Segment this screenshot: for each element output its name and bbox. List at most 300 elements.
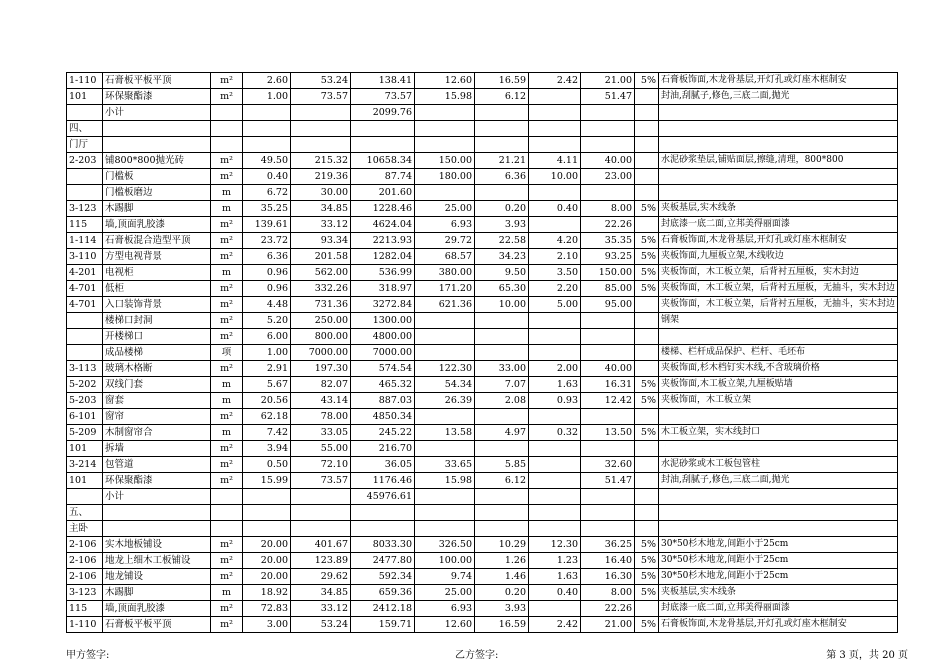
- cell-name: 窗帘: [103, 409, 211, 425]
- cell-total: [351, 121, 415, 137]
- cell-main-material: [415, 489, 475, 505]
- cell-name: 小计: [103, 489, 211, 505]
- cell-unit-price: 55.00: [291, 441, 351, 457]
- cell-total: 1176.46: [351, 473, 415, 489]
- cell-loss: 5%: [635, 281, 659, 297]
- cell-machinery: 1.63: [529, 569, 581, 585]
- cell-code: 4-701: [67, 281, 103, 297]
- cell-main-material: 33.65: [415, 457, 475, 473]
- table-row: [67, 585, 898, 601]
- cell-total: 2099.76: [351, 105, 415, 121]
- cell-code: 3-123: [67, 201, 103, 217]
- cell-labor: 16.40: [581, 553, 635, 569]
- table-row: [67, 233, 898, 249]
- cell-auxiliary-material: 21.21: [475, 153, 529, 169]
- cell-description: 水泥砂浆垫层,铺贴面层,擦缝,清理，800*800: [659, 153, 898, 169]
- cell-total: 73.57: [351, 89, 415, 105]
- cell-quantity: [243, 521, 291, 537]
- cell-auxiliary-material: 3.93: [475, 601, 529, 617]
- cell-main-material: [415, 121, 475, 137]
- cell-description: [659, 505, 898, 521]
- cell-labor: 12.42: [581, 393, 635, 409]
- cell-total: 10658.34: [351, 153, 415, 169]
- cell-auxiliary-material: 6.12: [475, 473, 529, 489]
- cell-unit-price: [291, 505, 351, 521]
- cell-auxiliary-material: 34.23: [475, 249, 529, 265]
- table-row: [67, 393, 898, 409]
- cell-main-material: 54.34: [415, 377, 475, 393]
- cell-name: 入口装饰背景: [103, 297, 211, 313]
- cell-machinery: 10.00: [529, 169, 581, 185]
- cell-name: 木踢脚: [103, 201, 211, 217]
- cell-name: 窗套: [103, 393, 211, 409]
- cell-unit-price: 731.36: [291, 297, 351, 313]
- cell-machinery: 2.00: [529, 361, 581, 377]
- table-row: [67, 521, 898, 537]
- cell-total: 1282.04: [351, 249, 415, 265]
- cell-main-material: 326.50: [415, 537, 475, 553]
- cell-unit: m²: [211, 457, 243, 473]
- cell-quantity: 35.25: [243, 201, 291, 217]
- cell-labor: 23.00: [581, 169, 635, 185]
- cell-description: 封底漆一底二面,立邦美得丽面漆: [659, 217, 898, 233]
- cell-quantity: 23.72: [243, 233, 291, 249]
- cell-name: 地龙上细木工板铺设: [103, 553, 211, 569]
- table-row: [67, 169, 898, 185]
- cell-labor: [581, 345, 635, 361]
- cell-quantity: 6.36: [243, 249, 291, 265]
- cell-unit: m: [211, 265, 243, 281]
- cell-machinery: [529, 441, 581, 457]
- cell-labor: 16.30: [581, 569, 635, 585]
- cell-total: 1228.46: [351, 201, 415, 217]
- cell-unit: [211, 105, 243, 121]
- cell-description: 夹板饰面，木工板立架，后背衬五厘板，无抽斗，实木封边: [659, 297, 898, 313]
- cell-auxiliary-material: 5.85: [475, 457, 529, 473]
- cell-total: [351, 505, 415, 521]
- cell-unit: m: [211, 585, 243, 601]
- cell-unit: [211, 137, 243, 153]
- cell-name: 铺800*800抛光砖: [103, 153, 211, 169]
- cell-auxiliary-material: 16.59: [475, 73, 529, 89]
- cell-name: 方型电视背景: [103, 249, 211, 265]
- cell-loss: [635, 313, 659, 329]
- cell-loss: 5%: [635, 537, 659, 553]
- cell-name: 石膏板平板平顶: [103, 73, 211, 89]
- cell-code: 五、: [67, 505, 103, 521]
- cell-unit: m: [211, 201, 243, 217]
- table-row: [67, 569, 898, 585]
- cell-name: 双线门套: [103, 377, 211, 393]
- cell-unit: m²: [211, 361, 243, 377]
- table-row: [67, 425, 898, 441]
- cell-code: 4-701: [67, 297, 103, 313]
- cell-name: 木制窗帘合: [103, 425, 211, 441]
- cell-quantity: 1.00: [243, 89, 291, 105]
- cell-code: 5-203: [67, 393, 103, 409]
- cell-unit-price: 197.30: [291, 361, 351, 377]
- cell-labor: [581, 137, 635, 153]
- cell-unit-price: 215.32: [291, 153, 351, 169]
- cell-unit-price: 73.57: [291, 89, 351, 105]
- cell-unit-price: 7000.00: [291, 345, 351, 361]
- cell-loss: [635, 105, 659, 121]
- cell-loss: 5%: [635, 425, 659, 441]
- cell-name: [103, 121, 211, 137]
- cell-auxiliary-material: 6.36: [475, 169, 529, 185]
- cell-machinery: [529, 313, 581, 329]
- cell-quantity: 0.96: [243, 265, 291, 281]
- cell-unit: m²: [211, 329, 243, 345]
- cell-main-material: 26.39: [415, 393, 475, 409]
- cell-total: 659.36: [351, 585, 415, 601]
- cell-loss: 5%: [635, 249, 659, 265]
- cell-labor: 22.26: [581, 601, 635, 617]
- cell-unit: m²: [211, 233, 243, 249]
- cell-machinery: 3.50: [529, 265, 581, 281]
- cell-unit: m²: [211, 409, 243, 425]
- cell-name: 石膏板混合造型平顶: [103, 233, 211, 249]
- cell-total: [351, 521, 415, 537]
- cell-unit-price: 78.00: [291, 409, 351, 425]
- cell-labor: 85.00: [581, 281, 635, 297]
- table-row: [67, 153, 898, 169]
- cell-labor: 21.00: [581, 617, 635, 633]
- cell-main-material: 13.58: [415, 425, 475, 441]
- cell-quantity: 7.42: [243, 425, 291, 441]
- cell-description: 夹板饰面,木工板立架,九厘板贴墙: [659, 377, 898, 393]
- cell-total: 216.70: [351, 441, 415, 457]
- cell-name: 低柜: [103, 281, 211, 297]
- cell-name: 墙,顶面乳胶漆: [103, 217, 211, 233]
- cell-auxiliary-material: 2.08: [475, 393, 529, 409]
- cell-quantity: 6.00: [243, 329, 291, 345]
- cell-unit: m: [211, 185, 243, 201]
- cell-main-material: [415, 185, 475, 201]
- table-row: [67, 617, 898, 633]
- cell-unit: m: [211, 377, 243, 393]
- cell-machinery: [529, 345, 581, 361]
- table-row: [67, 297, 898, 313]
- cell-main-material: [415, 441, 475, 457]
- cell-loss: [635, 217, 659, 233]
- cell-main-material: [415, 345, 475, 361]
- cell-unit: m²: [211, 297, 243, 313]
- cell-auxiliary-material: 0.20: [475, 201, 529, 217]
- cell-code: 3-214: [67, 457, 103, 473]
- cell-code: 3-113: [67, 361, 103, 377]
- cell-unit: 项: [211, 345, 243, 361]
- cell-loss: 5%: [635, 201, 659, 217]
- cell-auxiliary-material: 22.58: [475, 233, 529, 249]
- cell-total: 536.99: [351, 265, 415, 281]
- cell-labor: 93.25: [581, 249, 635, 265]
- cell-unit-price: 33.12: [291, 601, 351, 617]
- cell-name: 木踢脚: [103, 585, 211, 601]
- cell-quantity: 15.99: [243, 473, 291, 489]
- cell-name: 电视柜: [103, 265, 211, 281]
- cell-machinery: [529, 137, 581, 153]
- cell-quantity: 2.91: [243, 361, 291, 377]
- cell-main-material: 150.00: [415, 153, 475, 169]
- cell-unit-price: 72.10: [291, 457, 351, 473]
- cell-quantity: 18.92: [243, 585, 291, 601]
- table-row: [67, 473, 898, 489]
- cell-loss: [635, 457, 659, 473]
- cell-description: 夹板饰面,杉木档钉实木线,不含玻璃价格: [659, 361, 898, 377]
- cell-name: [103, 521, 211, 537]
- cell-name: 门槛板: [103, 169, 211, 185]
- cell-loss: [635, 601, 659, 617]
- table-row: [67, 313, 898, 329]
- cell-quantity: 20.56: [243, 393, 291, 409]
- table-row: [67, 377, 898, 393]
- cell-auxiliary-material: 1.46: [475, 569, 529, 585]
- cell-name: 开楼梯口: [103, 329, 211, 345]
- cell-auxiliary-material: [475, 329, 529, 345]
- cell-auxiliary-material: [475, 105, 529, 121]
- cell-code: 主卧: [67, 521, 103, 537]
- cell-unit: m²: [211, 249, 243, 265]
- cell-code: 5-202: [67, 377, 103, 393]
- cell-total: 45976.61: [351, 489, 415, 505]
- cell-auxiliary-material: [475, 521, 529, 537]
- cell-labor: 8.00: [581, 585, 635, 601]
- cell-name: 包管道: [103, 457, 211, 473]
- cell-total: 2412.18: [351, 601, 415, 617]
- cell-total: 592.34: [351, 569, 415, 585]
- cell-machinery: 2.20: [529, 281, 581, 297]
- cell-loss: [635, 121, 659, 137]
- table-row: [67, 265, 898, 281]
- cell-labor: 8.00: [581, 201, 635, 217]
- cell-auxiliary-material: 0.20: [475, 585, 529, 601]
- cell-description: [659, 169, 898, 185]
- cell-total: 1300.00: [351, 313, 415, 329]
- cell-unit: [211, 121, 243, 137]
- cell-code: 115: [67, 217, 103, 233]
- table-row: [67, 489, 898, 505]
- cell-unit-price: 123.89: [291, 553, 351, 569]
- cell-auxiliary-material: 3.93: [475, 217, 529, 233]
- cell-quantity: 62.18: [243, 409, 291, 425]
- cell-main-material: 12.60: [415, 617, 475, 633]
- quotation-table: [66, 72, 898, 633]
- cell-total: 574.54: [351, 361, 415, 377]
- cell-loss: 5%: [635, 73, 659, 89]
- cell-main-material: 15.98: [415, 89, 475, 105]
- cell-labor: [581, 185, 635, 201]
- cell-machinery: 2.42: [529, 73, 581, 89]
- cell-unit: m: [211, 393, 243, 409]
- cell-description: 钢架: [659, 313, 898, 329]
- cell-description: 石膏板饰面,木龙骨基层,开灯孔或灯座木框制安: [659, 233, 898, 249]
- cell-loss: [635, 505, 659, 521]
- cell-loss: 5%: [635, 553, 659, 569]
- cell-quantity: [243, 121, 291, 137]
- cell-labor: [581, 313, 635, 329]
- cell-auxiliary-material: [475, 121, 529, 137]
- table-row: [67, 105, 898, 121]
- party-a-signature: 甲方签字:: [66, 650, 110, 661]
- cell-unit-price: [291, 137, 351, 153]
- cell-description: 封油,刮腻子,修色,三底二面,抛光: [659, 473, 898, 489]
- cell-description: 封油,刮腻子,修色,三底二面,抛光: [659, 89, 898, 105]
- cell-main-material: [415, 329, 475, 345]
- cell-loss: [635, 169, 659, 185]
- table-row: [67, 505, 898, 521]
- cell-unit: m²: [211, 89, 243, 105]
- cell-code: 1-110: [67, 73, 103, 89]
- table-row: [67, 329, 898, 345]
- cell-description: 封底漆一底二面,立邦美得丽面漆: [659, 601, 898, 617]
- cell-name: 墙,顶面乳胶漆: [103, 601, 211, 617]
- cell-unit-price: 34.85: [291, 201, 351, 217]
- cell-machinery: [529, 505, 581, 521]
- cell-code: 5-209: [67, 425, 103, 441]
- cell-machinery: 0.40: [529, 585, 581, 601]
- cell-unit-price: 219.36: [291, 169, 351, 185]
- cell-loss: 5%: [635, 265, 659, 281]
- cell-total: 465.32: [351, 377, 415, 393]
- cell-main-material: 25.00: [415, 201, 475, 217]
- cell-machinery: [529, 473, 581, 489]
- party-b-signature: 乙方签字:: [455, 650, 499, 661]
- cell-unit-price: 800.00: [291, 329, 351, 345]
- cell-unit: m²: [211, 617, 243, 633]
- cell-labor: [581, 489, 635, 505]
- cell-description: 30*50杉木地龙,间距小于25cm: [659, 569, 898, 585]
- cell-description: 30*50杉木地龙,间距小于25cm: [659, 537, 898, 553]
- cell-main-material: 25.00: [415, 585, 475, 601]
- cell-name: 楼梯口封洞: [103, 313, 211, 329]
- cell-machinery: 5.00: [529, 297, 581, 313]
- cell-machinery: 4.20: [529, 233, 581, 249]
- cell-loss: [635, 409, 659, 425]
- cell-main-material: [415, 137, 475, 153]
- cell-machinery: 0.40: [529, 201, 581, 217]
- cell-labor: [581, 121, 635, 137]
- cell-loss: [635, 185, 659, 201]
- cell-labor: 51.47: [581, 473, 635, 489]
- cell-unit: m²: [211, 473, 243, 489]
- table-row: [67, 73, 898, 89]
- cell-labor: 32.60: [581, 457, 635, 473]
- cell-machinery: [529, 329, 581, 345]
- cell-quantity: 2.60: [243, 73, 291, 89]
- cell-unit: m²: [211, 169, 243, 185]
- cell-main-material: [415, 505, 475, 521]
- cell-name: 拆墙: [103, 441, 211, 457]
- cell-total: 3272.84: [351, 297, 415, 313]
- cell-total: [351, 137, 415, 153]
- cell-unit-price: 43.14: [291, 393, 351, 409]
- cell-unit-price: 332.26: [291, 281, 351, 297]
- cell-code: 2-203: [67, 153, 103, 169]
- cell-total: 7000.00: [351, 345, 415, 361]
- cell-main-material: 122.30: [415, 361, 475, 377]
- table-row: [67, 601, 898, 617]
- cell-code: 101: [67, 441, 103, 457]
- table-row: [67, 281, 898, 297]
- cell-unit-price: 250.00: [291, 313, 351, 329]
- cell-total: 245.22: [351, 425, 415, 441]
- cell-unit: [211, 489, 243, 505]
- cell-unit: m²: [211, 153, 243, 169]
- cell-code: [67, 329, 103, 345]
- cell-loss: [635, 137, 659, 153]
- cell-main-material: [415, 521, 475, 537]
- cell-auxiliary-material: [475, 489, 529, 505]
- cell-quantity: 1.00: [243, 345, 291, 361]
- cell-quantity: 139.61: [243, 217, 291, 233]
- cell-auxiliary-material: [475, 137, 529, 153]
- cell-main-material: 68.57: [415, 249, 475, 265]
- cell-labor: 16.31: [581, 377, 635, 393]
- cell-total: 4850.34: [351, 409, 415, 425]
- cell-loss: [635, 521, 659, 537]
- cell-machinery: [529, 121, 581, 137]
- cell-description: 夹板基层,实木线条: [659, 201, 898, 217]
- cell-description: [659, 121, 898, 137]
- table-row: [67, 217, 898, 233]
- cell-unit-price: [291, 489, 351, 505]
- page-number: 第 3 页，共 20 页: [826, 650, 908, 661]
- cell-labor: 40.00: [581, 361, 635, 377]
- cell-total: 318.97: [351, 281, 415, 297]
- cell-machinery: 12.30: [529, 537, 581, 553]
- cell-name: 地龙铺设: [103, 569, 211, 585]
- cell-quantity: 5.20: [243, 313, 291, 329]
- table-row: [67, 457, 898, 473]
- cell-unit: m²: [211, 281, 243, 297]
- cell-labor: 95.00: [581, 297, 635, 313]
- cell-code: 1-110: [67, 617, 103, 633]
- cell-labor: 35.35: [581, 233, 635, 249]
- cell-quantity: 72.83: [243, 601, 291, 617]
- cell-code: [67, 313, 103, 329]
- cell-code: [67, 345, 103, 361]
- cell-quantity: 20.00: [243, 569, 291, 585]
- cell-loss: 5%: [635, 393, 659, 409]
- cell-total: 87.74: [351, 169, 415, 185]
- cell-code: 四、: [67, 121, 103, 137]
- cell-code: 3-110: [67, 249, 103, 265]
- cell-quantity: 0.50: [243, 457, 291, 473]
- cell-code: 3-123: [67, 585, 103, 601]
- cell-labor: 40.00: [581, 153, 635, 169]
- cell-name: 成品楼梯: [103, 345, 211, 361]
- cell-loss: [635, 345, 659, 361]
- cell-code: [67, 105, 103, 121]
- cell-unit-price: 401.67: [291, 537, 351, 553]
- cell-unit: m²: [211, 537, 243, 553]
- cell-unit: m²: [211, 313, 243, 329]
- cell-name: 环保聚酯漆: [103, 473, 211, 489]
- cell-code: [67, 169, 103, 185]
- cell-machinery: [529, 409, 581, 425]
- cell-loss: 5%: [635, 585, 659, 601]
- cell-labor: 21.00: [581, 73, 635, 89]
- cell-description: [659, 521, 898, 537]
- cell-loss: [635, 89, 659, 105]
- cell-main-material: [415, 409, 475, 425]
- cell-total: 8033.30: [351, 537, 415, 553]
- cell-auxiliary-material: 65.30: [475, 281, 529, 297]
- cell-quantity: [243, 489, 291, 505]
- cell-machinery: 1.63: [529, 377, 581, 393]
- cell-name: [103, 137, 211, 153]
